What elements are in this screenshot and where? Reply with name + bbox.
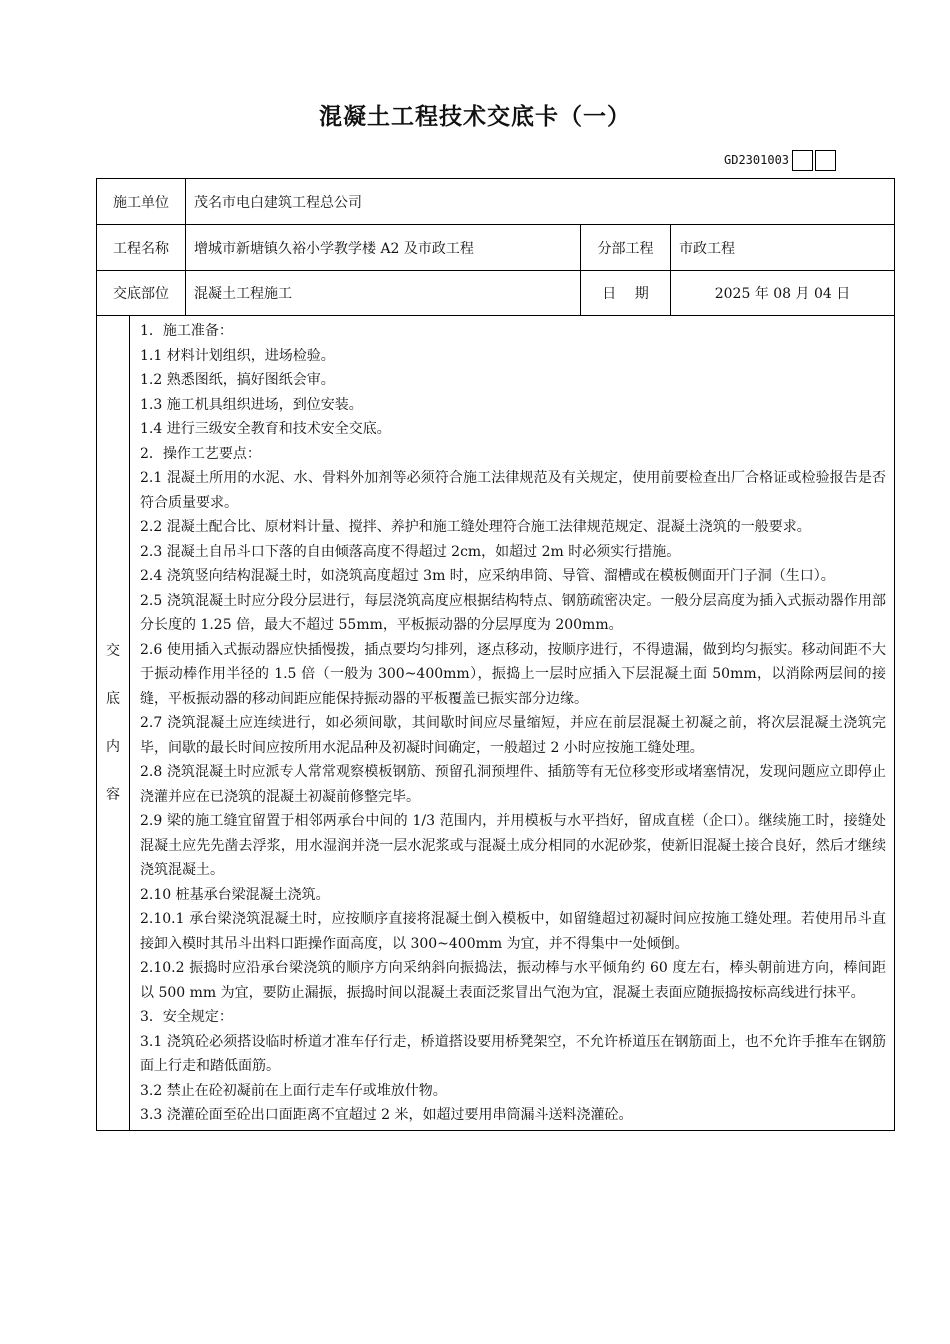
side-char: 内 xyxy=(106,738,120,755)
part-value: 混凝土工程施工 xyxy=(186,271,581,316)
part-label: 交底部位 xyxy=(97,271,186,316)
unit-value: 茂名市电白建筑工程总公司 xyxy=(186,179,895,225)
content-line: 2.7 浇筑混凝土应连续进行，如必须间歇，其间歇时间应尽量缩短，并应在前层混凝土初凝之前，将次层混凝土浇筑完毕，间歇的最长时间应按所用水泥品种及初凝时间确定，一般超过 2 小时应按施工缝处理。 xyxy=(140,715,886,756)
code-box-1[interactable] xyxy=(792,150,813,171)
side-char: 容 xyxy=(106,786,120,803)
content-side-label xyxy=(97,316,130,1131)
document-title: 混凝土工程技术交底卡（一） xyxy=(319,103,631,130)
content-line: 3.1 浇筑砼必须搭设临时桥道才准车仔行走，桥道搭设要用桥凳架空，不允许桥道压在钢筋面上，也不允许手推车在钢筋面上行走和踏低面筋。 xyxy=(140,1033,886,1074)
date-value: 2025 年 08 月 04 日 xyxy=(671,271,895,316)
content-line: 1．施工准备： xyxy=(140,323,233,339)
handover-card-table xyxy=(96,178,895,1131)
content-line: 2.6 使用插入式振动器应快插慢拨，插点要均匀排列，逐点移动，按顺序进行，不得遗漏，做到均匀振实。移动间距不大于振动棒作用半径的 1.5 倍（一般为 300~400mm），振捣上一层时应插入下层混凝土面 50mm，以消除两层间的接缝，平板振动器的移动间距应能保持振动器的平板覆盖已振实部分边缘。 xyxy=(140,641,886,707)
sub-project-value: 市政工程 xyxy=(671,225,895,271)
content-line: 1.4 进行三级安全教育和技术安全交底。 xyxy=(140,421,391,437)
content-line: 2.3 混凝土自吊斗口下落的自由倾落高度不得超过 2cm，如超过 2m 时必须实行措施。 xyxy=(140,543,681,560)
content-line: 3.2 禁止在砼初凝前在上面行走车仔或堆放什物。 xyxy=(140,1082,447,1099)
sub-project-label: 分部工程 xyxy=(581,225,671,271)
project-value: 增城市新塘镇久裕小学教学楼 A2 及市政工程 xyxy=(186,225,581,271)
content-line: 2.10.2 振捣时应沿承台梁浇筑的顺序方向采纳斜向振捣法，振动棒与水平倾角约 60 度左右，棒头朝前进方向，棒间距以 500 mm 为宜，要防止漏振，振捣时间以混凝土表面泛浆冒出气泡为宜，混凝土表面应随振捣按标高线进行抹平。 xyxy=(140,960,886,1001)
document-code: GD2301003 xyxy=(724,153,790,167)
content-line: 3.3 浇灌砼面至砼出口面距离不宜超过 2 米，如超过要用串筒漏斗送料浇灌砼。 xyxy=(140,1107,633,1123)
content-line: 2.9 梁的施工缝宜留置于相邻两承台中间的 1/3 范围内，并用模板与水平挡好，留成直槎（企口）。继续施工时，接缝处混凝土应先先凿去浮浆，用水湿润并浇一层水泥浆或与混凝土成分相同的水泥砂浆，使新旧混凝土接合良好，然后才继续浇筑混凝土。 xyxy=(140,813,886,878)
content-line: 2.4 浇筑竖向结构混凝土时，如浇筑高度超过 3m 时，应采纳串筒、导管、溜槽或在模板侧面开门子洞（生口）。 xyxy=(140,568,835,584)
content-line: 2.5 浇筑混凝土时应分段分层进行，每层浇筑高度应根据结构特点、钢筋疏密决定。一般分层高度为插入式振动器作用部分长度的 1.25 倍，最大不超过 55mm，平板振动器的分层厚度为 200mm。 xyxy=(140,592,886,633)
row-content xyxy=(97,316,895,1131)
row-part xyxy=(97,271,895,316)
content-line: 1.3 施工机具组织进场，到位安装。 xyxy=(140,396,363,413)
project-label: 工程名称 xyxy=(97,225,186,271)
content-line: 2.10.1 承台梁浇筑混凝土时，应按顺序直接将混凝土倒入模板中，如留缝超过初凝时间应按施工缝处理。若使用吊斗直接卸入模时其吊斗出料口距操作面高度，以 300~400mm 为宜，并不得集中一处倾倒。 xyxy=(140,911,886,952)
row-project xyxy=(97,225,895,271)
content-line: 2.1 混凝土所用的水泥、水、骨料外加剂等必须符合施工法律规范及有关规定，使用前要检查出厂合格证或检验报告是否符合质量要求。 xyxy=(140,470,886,511)
side-char: 底 xyxy=(106,690,120,707)
row-unit xyxy=(97,179,895,225)
side-char: 交 xyxy=(106,642,120,659)
date-label: 日 期 xyxy=(581,271,671,316)
content-line: 3．安全规定： xyxy=(140,1009,233,1025)
unit-label: 施工单位 xyxy=(97,179,186,225)
content-body xyxy=(130,316,895,1131)
document-code-area xyxy=(724,149,836,171)
content-line: 2.8 浇筑混凝土时应派专人常常观察模板钢筋、预留孔洞预埋件、插筋等有无位移变形或堵塞情况，发现问题应立即停止浇灌并应在已浇筑的混凝土初凝前修整完毕。 xyxy=(140,764,886,805)
content-line: 2．操作工艺要点： xyxy=(140,445,261,462)
content-line: 2.10 桩基承台梁混凝土浇筑。 xyxy=(140,886,330,903)
content-line: 1.2 熟悉图纸，搞好图纸会审。 xyxy=(140,372,335,388)
content-line: 1.1 材料计划组织，进场检验。 xyxy=(140,347,335,364)
code-box-2[interactable] xyxy=(815,150,836,171)
content-line: 2.2 混凝土配合比、原材料计量、搅拌、养护和施工缝处理符合施工法律规范规定、混凝土浇筑的一般要求。 xyxy=(140,519,811,535)
